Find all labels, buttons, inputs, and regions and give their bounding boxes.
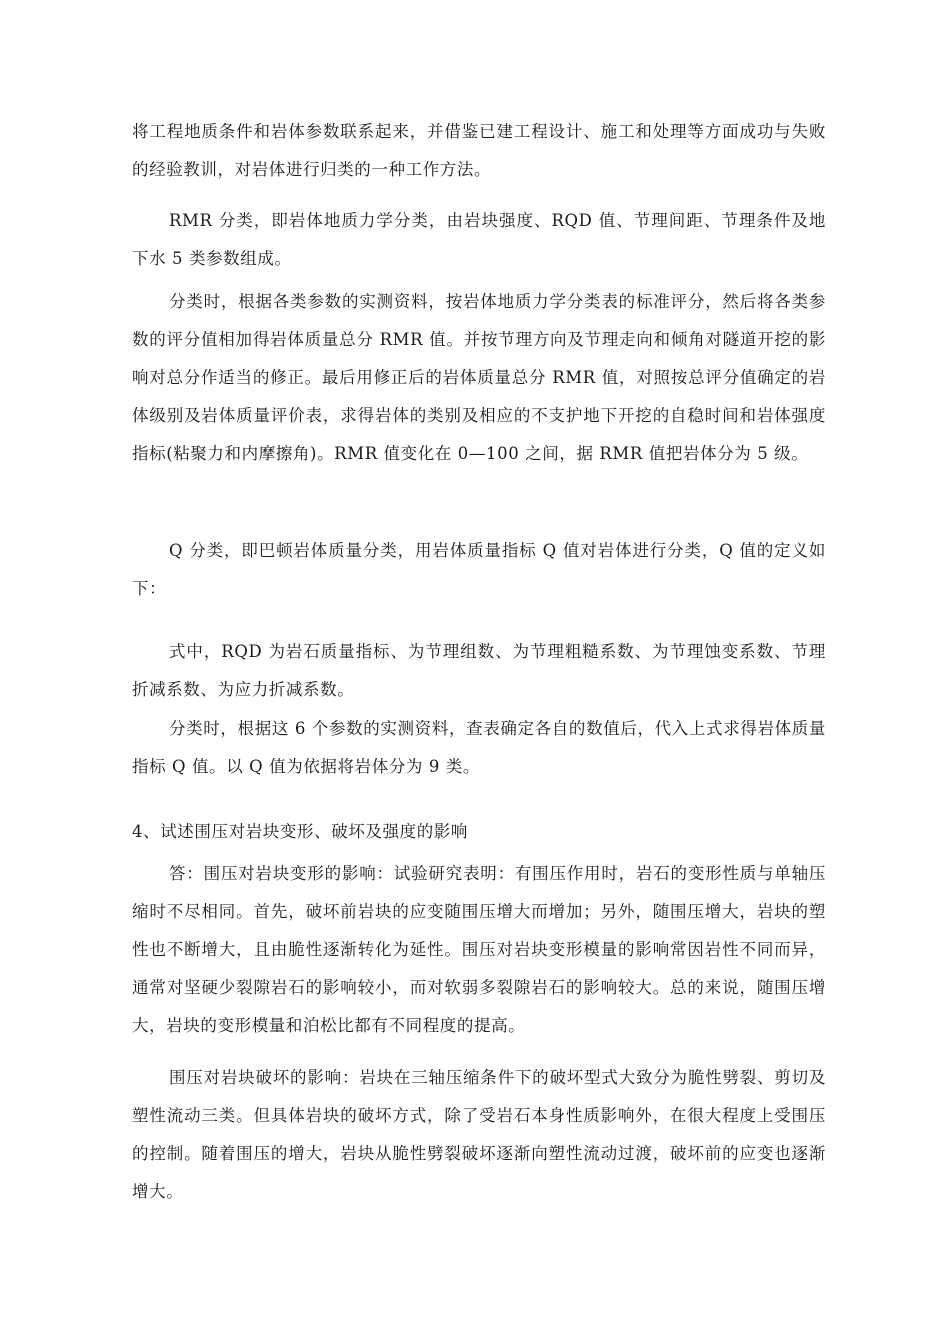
question-heading: 4、试述围压对岩块变形、破坏及强度的影响 bbox=[132, 822, 468, 841]
paragraph-rmr-classification: RMR 分类，即岩体地质力学分类，由岩块强度、RQD 值、节理间距、节理条件及地下水 5 类参数组成。 bbox=[132, 211, 826, 268]
paragraph-rmr-procedure: 分类时，根据各类参数的实测资料，按岩体地质力学分类表的标准评分，然后将各类参数的评分值相加得岩体质量总分 RMR 值。并按节理方向及节理走向和倾角对隧道开挖的影响对总分作适当的修正。最后用修正后的岩体质量总分 RMR 值，对照按总评分值确定的岩体级别及岩体质量评价表，求得岩体的类别及相应的不支护地下开挖的自稳时间和岩体强度指标(粘聚力和内摩擦角)。RMR 值变化在 0—100 之间，据 RMR 值把岩体分为 5 级。 bbox=[132, 292, 826, 463]
paragraph-q-classification: Q 分类，即巴顿岩体质量分类，用岩体质量指标 Q 值对岩体进行分类，Q 值的定义如下： bbox=[132, 541, 826, 598]
paragraph-q-procedure: 分类时，根据这 6 个参数的实测资料，查表确定各自的数值后，代入上式求得岩体质量指标 Q 值。以 Q 值为依据将岩体分为 9 类。 bbox=[132, 719, 826, 776]
answer-failure: 围压对岩块破坏的影响：岩块在三轴压缩条件下的破坏型式大致分为脆性劈裂、剪切及塑性流动三类。但具体岩块的破坏方式，除了受岩石本身性质影响外，在很大程度上受围压的控制。随着围压的增大，岩块从脆性劈裂破坏逐渐向塑性流动过渡，破坏前的应变也逐渐增大。 bbox=[132, 1068, 826, 1201]
paragraph-classification-definition: 将工程地质条件和岩体参数联系起来，并借鉴已建工程设计、施工和处理等方面成功与失败的经验教训，对岩体进行归类的一种工作方法。 bbox=[132, 122, 826, 179]
paragraph-q-parameters: 式中，RQD 为岩石质量指标、为节理组数、为节理粗糙系数、为节理蚀变系数、节理折减系数、为应力折减系数。 bbox=[132, 642, 826, 699]
answer-deformation: 答：围压对岩块变形的影响：试验研究表明：有围压作用时，岩石的变形性质与单轴压缩时不尽相同。首先，破坏前岩块的应变随围压增大而增加；另外，随围压增大，岩块的塑性也不断增大，且由脆性逐渐转化为延性。围压对岩块变形模量的影响常因岩性不同而异，通常对坚硬少裂隙岩石的影响较小，而对软弱多裂隙岩石的影响较大。总的来说，随围压增大，岩块的变形模量和泊松比都有不同程度的提高。 bbox=[132, 864, 826, 1035]
